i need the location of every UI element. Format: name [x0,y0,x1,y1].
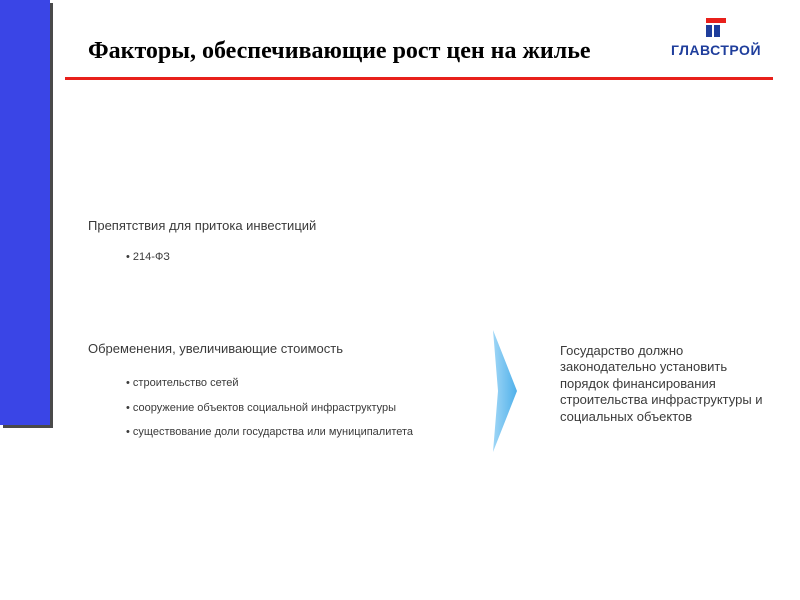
chevron-right-arrow-icon [493,330,517,452]
section-heading-cost-burdens: Обременения, увеличивающие стоимость [88,341,343,356]
bullet-item: • сооружение объектов социальной инфраструктуры [126,402,397,414]
bullet-item: • строительство сетей [126,377,239,389]
logo-wordmark: ГЛАВСТРОЙ [670,42,762,58]
title-underline [65,77,773,80]
glavstroy-logo-icon [705,16,727,38]
conclusion-text: Государство должно законодательно установить порядок финансирования строительства инфраструктуры и социальных объектов [560,343,763,424]
slide-title: Факторы, обеспечивающие рост цен на жилье [88,38,591,64]
left-accent-bar [0,0,50,425]
company-logo [660,16,772,60]
section-heading-investment-obstacles: Препятствия для притока инвестиций [88,218,317,233]
bullet-item: • 214-ФЗ [126,251,170,263]
bullet-item: • существование доли государства или муниципалитета [126,426,414,438]
